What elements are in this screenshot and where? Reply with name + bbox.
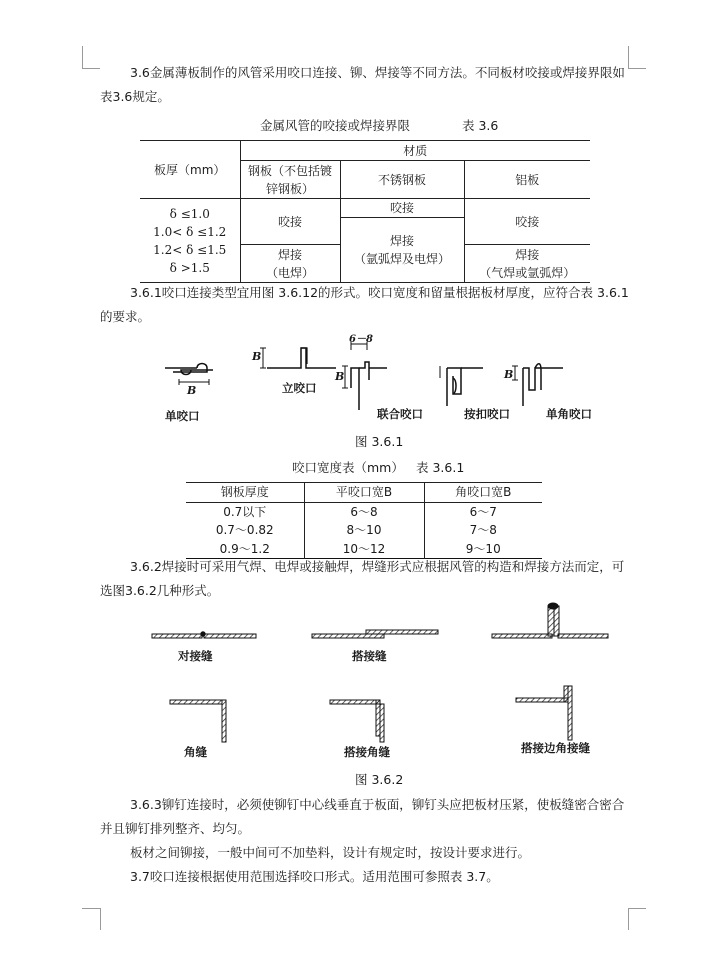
header-thickness: 钢板厚度: [186, 483, 304, 503]
thickness-header: 板厚（mm）: [140, 141, 240, 199]
dim-b-single-seam: B: [187, 384, 197, 397]
col-stainless: 不锈钢板: [340, 161, 464, 199]
material-header: 材质: [240, 141, 590, 161]
aluminum-weld: 焊接 （气焊或氩弧焊）: [464, 245, 590, 283]
section-3-6-1-line-1: 3.6.1咬口连接类型宜用图 3.6.12的形式。咬口宽度和留量根据板材厚度，应符合表 3.6.1: [130, 285, 629, 300]
stainless-seam: 咬接: [340, 199, 464, 218]
aluminum-seam: 咬接: [464, 199, 590, 245]
corner-mark-bottom-left: [82, 908, 100, 909]
table-3-6-caption: 金属风管的咬接或焊接界限: [260, 118, 411, 133]
corner-mark-top-left-h: [82, 68, 100, 69]
steel-seam: 咬接: [240, 199, 340, 245]
table-row: 0.9～1.2 10～12 9～10: [186, 540, 542, 559]
col-aluminum: 铝板: [464, 161, 590, 199]
dim-range: 6－8: [349, 334, 373, 345]
table-3-6-1: [186, 482, 542, 559]
section-3-6-3-line-1: 3.6.3铆钉连接时，必须使铆钉中心线垂直于板面，铆钉头应把板材压紧，使板缝密合密合: [130, 797, 625, 812]
section-3-7-line-1: 3.7咬口连接根据使用范围选择咬口形式。适用范围可参照表 3.7。: [130, 869, 499, 884]
header-corner-seam: 角咬口宽B: [424, 483, 542, 503]
dim-b-standing-seam: B: [252, 350, 262, 363]
section-3-6-line-1: 3.6金属薄板制作的风管采用咬口连接、铆、焊接等不同方法。不同板材咬接或焊接界限如: [130, 65, 625, 80]
section-3-6-3-line-2: 并且铆钉排列整齐、均匀。: [100, 821, 251, 836]
corner-mark-bottom-right-v: [628, 908, 629, 930]
section-3-6-2-line-2: 选图3.6.2几种形式。: [100, 583, 220, 598]
stainless-weld: 焊接 （氩弧焊及电焊）: [340, 218, 464, 283]
steel-weld: 焊接 （电焊）: [240, 245, 340, 283]
label-single-seam: 单咬口: [165, 409, 200, 423]
label-lap-corner-weld: 搭接角缝: [344, 745, 390, 759]
label-lap-edge-corner-weld: 搭接边角接缝: [521, 741, 590, 755]
table-row: 0.7以下 6～8 6～7: [186, 502, 542, 521]
dim-b-combined-seam: B: [335, 370, 345, 383]
header-flat-seam: 平咬口宽B: [304, 483, 424, 503]
label-corner-seam: 单角咬口: [546, 407, 592, 421]
table-3-6-1-number: 表 3.6.1: [416, 460, 465, 475]
label-corner-weld: 角缝: [184, 745, 207, 759]
label-butt-weld: 对接缝: [178, 649, 213, 663]
dim-b-corner-seam: B: [504, 368, 514, 381]
figure-3-6-1-caption: 图 3.6.1: [355, 434, 404, 449]
corner-mark-bottom-left-v: [100, 908, 101, 930]
thickness-values: δ ≤1.0 1.0< δ ≤1.2 1.2< δ ≤1.5 δ >1.5: [140, 199, 240, 283]
section-3-6-1-line-2: 的要求。: [100, 309, 151, 324]
corner-mark-bottom-right: [628, 908, 646, 909]
corner-mark-top-left: [82, 46, 83, 68]
section-3-6-3-line-3: 板材之间铆接，一般中间可不加垫料，设计有规定时，按设计要求进行。: [130, 845, 531, 860]
section-3-6-line-2: 表3.6规定。: [100, 89, 170, 104]
col-steel: 钢板（不包括镀 锌钢板）: [240, 161, 340, 199]
figure-3-6-2-caption: 图 3.6.2: [355, 772, 404, 787]
label-standing-seam: 立咬口: [282, 381, 317, 395]
table-3-6-1-caption: 咬口宽度表（mm）: [292, 460, 404, 475]
label-combined-seam: 联合咬口: [377, 407, 423, 421]
label-lap-weld: 搭接缝: [352, 649, 387, 663]
section-3-6-2-line-1: 3.6.2焊接时可采用气焊、电焊或接触焊，焊缝形式应根据风管的构造和焊接方法而定，可: [130, 559, 625, 574]
label-snap-seam: 按扣咬口: [464, 407, 510, 421]
table-3-6-number: 表 3.6: [462, 118, 499, 133]
table-row: 0.7～0.82 8～10 7～8: [186, 521, 542, 540]
table-3-6: [140, 140, 590, 283]
